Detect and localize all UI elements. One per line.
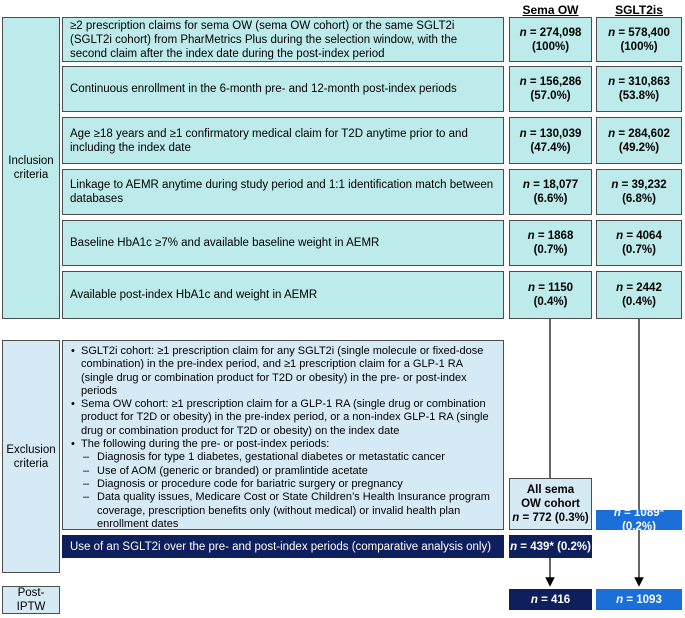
exclusion-list [69,345,497,531]
comparative-count-box [509,535,592,558]
sglt2-count: n = 284,602 [608,127,670,140]
sglt2-percent: (49.2%) [618,141,660,154]
all-sema-line2: OW cohort [521,498,580,510]
inclusion-criterion-text: ≥2 prescription claims for sema OW (sema OW cohort) or the same SGLT2i (SGLT2i cohort) from PharMetrics Plus during the selection window, with the second claim after the index date during the post-index period [70,19,458,60]
sema-percent: (47.4%) [530,141,571,154]
inclusion-criterion-text: Age ≥18 years and ≥1 confirmatory medical claim for T2D anytime prior to and including the index date [70,127,468,154]
comparative-count: n = 439* (0.2%) [510,540,591,553]
sema-percent: (0.7%) [533,244,568,256]
sglt2-count: n = 2442 [616,282,662,294]
exclusion-criteria-text: Exclusion criteria [6,443,56,470]
sglt2-percent: (0.4%) [622,296,656,308]
exclusion-sub-item: – Data quality issues, Medicare Cost or State Children’s Health Insurance program coverage, prescription benefits only (without medical) or invalid health plan enrollment dates [69,491,497,531]
all-sema-count: n = 772 (0.3%) [512,512,589,524]
sglt2-count: n = 4064 [616,230,662,242]
exclusion-bullet: • Sema OW cohort: ≥1 prescription claim for a GLP-1 RA (single drug or combination product for T2D or obesity) in the pre-index period, or a non-index GLP-1 RA (single drug or combination product for T2D or obesity) on the index date [69,398,497,438]
sema-count: n = 274,098 [519,26,582,39]
comparative-analysis-box [62,535,504,558]
exclusion-bullet: • SGLT2i cohort: ≥1 prescription claim for any SGLT2i (single molecule or fixed-dose combination) in the pre-index period, and ≥1 prescription claim for a GLP-1 RA (single drug or combination product for T2D or obesity) in the pre- or post-index periods [69,345,497,398]
sglt2-percent: (6.8%) [622,193,656,205]
inclusion-criterion-text: Available post-index HbA1c and weight in AEMR [70,289,318,301]
sglt2-column-header: SGLT2is [615,3,663,17]
inclusion-criteria-text: Inclusion criteria [8,155,54,181]
post-iptw-sema-box [509,589,592,610]
exclusion-sub-item: – Diagnosis for type 1 diabetes, gestational diabetes or metastatic cancer [69,451,497,464]
sglt2-percent: (53.8%) [618,90,660,102]
exclusion-sub-item: – Diagnosis or procedure code for bariatric surgery or pregnancy [69,478,497,491]
sema-count: n = 1868 [527,230,574,242]
inclusion-criterion-text: Continuous enrollment in the 6-month pre- and 12-month post-index periods [70,83,457,95]
sglt2-exclusion-count: n = 1089* (0.2%) [613,507,665,533]
exclusion-criteria-box [62,340,504,530]
post-iptw-sglt2-box [596,589,682,610]
post-iptw-sglt2-count: n = 1093 [616,593,662,606]
exclusion-sub-item: – Use of AOM (generic or branded) or pramlintide acetate [69,465,497,478]
sglt2-percent: (100%) [620,40,658,53]
sglt2-count: n = 39,232 [611,179,667,191]
sglt2-count: n = 310,863 [608,76,670,88]
inclusion-criterion-text: Linkage to AEMR anytime during study period and 1:1 identification match between databases [70,179,494,205]
post-iptw-sema-count: n = 416 [530,593,571,606]
inclusion-criterion-text: Baseline HbA1c ≥7% and available baseline weight in AEMR [70,237,380,249]
exclusion-bullet: • The following during the pre- or post-index periods: [69,438,497,451]
all-sema-line1: All sema [526,484,575,496]
sema-percent: (0.4%) [533,296,568,308]
sema-percent: (57.0%) [530,90,571,102]
sglt2-percent: (0.7%) [622,244,656,256]
sema-count: n = 1150 [527,282,574,294]
sema-count: n = 130,039 [519,127,582,140]
sema-column-header: Sema OW [522,3,579,17]
sema-percent: (6.6%) [533,193,568,205]
sglt2-exclusion-count-box [596,507,682,533]
post-iptw-text: Post-IPTW [16,587,46,613]
comparative-analysis-text: Use of an SGLT2i over the pre- and post-index periods (comparative analysis only) [70,540,492,553]
sema-percent: (100%) [531,40,570,53]
sema-count: n = 156,286 [519,76,582,88]
sglt2-count: n = 578,400 [608,26,670,39]
sema-count: n = 18,077 [522,179,579,191]
all-sema-cohort-box [509,478,592,530]
